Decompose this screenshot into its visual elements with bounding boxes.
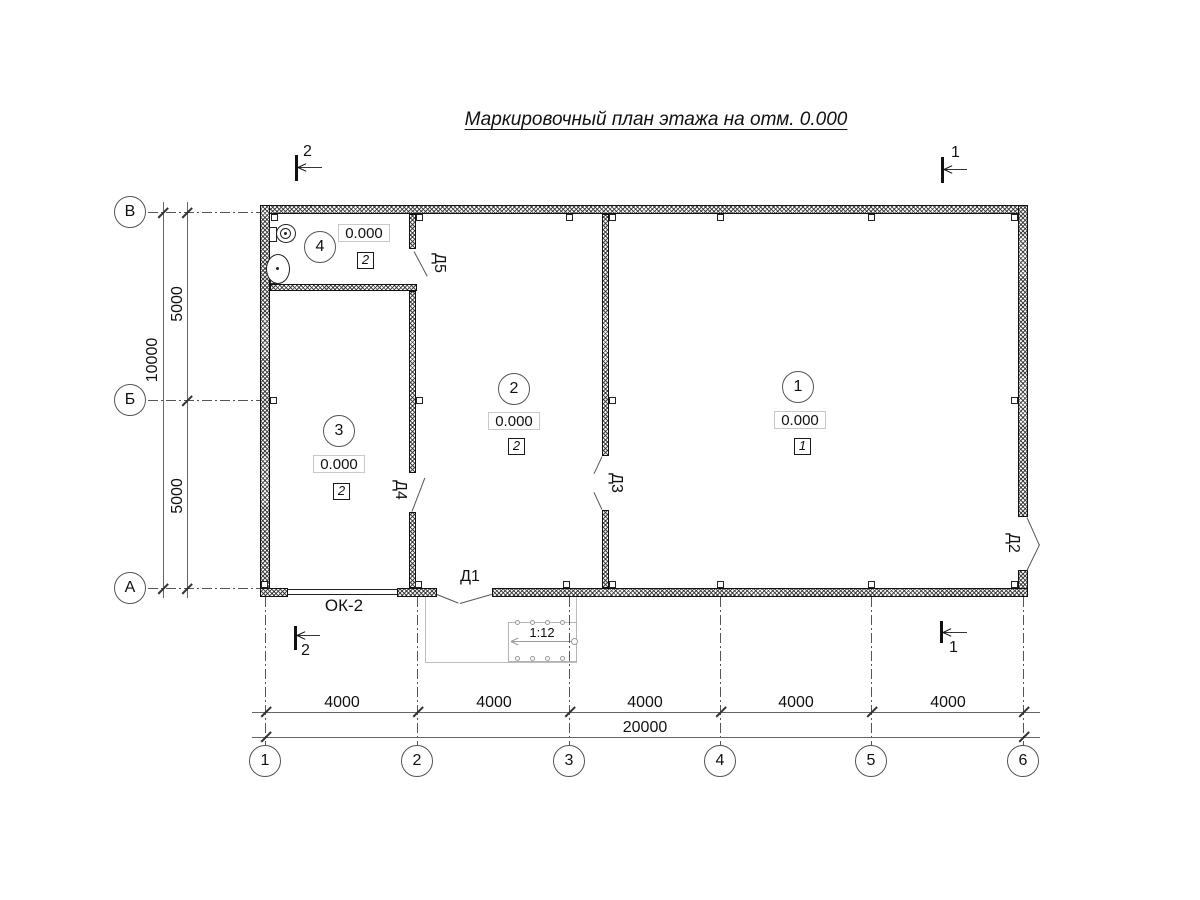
axis-line-a — [148, 588, 262, 589]
pilaster-notch — [416, 397, 423, 404]
axis-bubble-v: В — [114, 196, 146, 228]
partition-1-low — [409, 512, 416, 588]
room-number-1: 1 — [782, 371, 814, 403]
pilaster-notch — [609, 397, 616, 404]
window-ok2 — [288, 589, 397, 595]
ramp-post — [515, 656, 520, 661]
window-label-ok2: ОК-2 — [324, 596, 364, 615]
room-elevation-3: 0.000 — [313, 455, 365, 473]
ramp-post — [545, 656, 550, 661]
wall-bottom-pier-mid — [397, 588, 437, 597]
door-label-d2: Д2 — [1005, 533, 1022, 553]
door-label-d3: Д3 — [608, 473, 625, 493]
axis-line-2 — [417, 597, 418, 746]
axis-line-1 — [265, 597, 266, 746]
pilaster-notch — [609, 581, 616, 588]
pilaster-notch — [868, 214, 875, 221]
axis-line-3 — [569, 597, 570, 746]
axis-bubble-b: Б — [114, 384, 146, 416]
axis-bubble-1: 1 — [249, 745, 281, 777]
wall-bottom-pier-left — [260, 588, 288, 597]
ramp-post — [560, 620, 565, 625]
axis-line-5 — [871, 597, 872, 746]
drawing-title: Маркировочный план этажа на отм. 0.000 — [464, 109, 848, 130]
door-label-d5: Д5 — [431, 253, 448, 273]
axis-bubble-a: А — [114, 572, 146, 604]
axis-bubble-4: 4 — [704, 745, 736, 777]
pilaster-notch — [415, 581, 422, 588]
axis-line-4 — [720, 597, 721, 746]
wall-right-upper — [1018, 205, 1028, 517]
dim-label-4000: 4000 — [778, 694, 814, 711]
room-floor-type-2: 2 — [508, 438, 525, 455]
axis-line-6 — [1023, 597, 1024, 746]
section-mark-2-bottom — [294, 626, 297, 650]
wall-bottom-right — [492, 588, 1028, 597]
door-leaf-d3-top — [593, 456, 602, 474]
room-floor-type-1: 1 — [794, 438, 811, 455]
pilaster-notch — [1011, 581, 1018, 588]
section-label-1-bottom: 1 — [949, 639, 958, 656]
section-label-2-top: 2 — [303, 143, 312, 160]
room-elevation-4: 0.000 — [338, 224, 390, 242]
wall-top — [260, 205, 1028, 214]
axis-bubble-6: 6 — [1007, 745, 1039, 777]
pilaster-notch — [868, 581, 875, 588]
pilaster-notch — [1011, 214, 1018, 221]
axis-bubble-2: 2 — [401, 745, 433, 777]
dim-label-4000: 4000 — [930, 694, 966, 711]
axis-bubble-5: 5 — [855, 745, 887, 777]
door-label-d4: Д4 — [392, 480, 409, 500]
axis-line-v — [148, 212, 272, 213]
toilet-symbol — [284, 232, 287, 235]
partition-1-stub-top — [409, 214, 416, 249]
dim-label-5000: 5000 — [169, 286, 186, 322]
room-number-2: 2 — [498, 373, 530, 405]
dim-line-bottom-total — [252, 737, 1040, 738]
ramp-post — [530, 656, 535, 661]
pilaster-notch — [261, 581, 268, 588]
dim-label-20000: 20000 — [622, 719, 668, 736]
partition-2-top — [602, 214, 609, 456]
room-number-4: 4 — [304, 231, 336, 263]
dim-label-4000: 4000 — [627, 694, 663, 711]
pilaster-notch — [566, 214, 573, 221]
room-floor-type-3: 2 — [333, 483, 350, 500]
pilaster-notch — [271, 214, 278, 221]
door-leaf-d2-bottom — [1027, 544, 1041, 571]
pilaster-notch — [717, 581, 724, 588]
door-leaf-d2-top — [1027, 517, 1040, 545]
pilaster-notch — [270, 397, 277, 404]
partition-room4-south — [270, 284, 417, 291]
axis-line-b — [148, 400, 262, 401]
ramp-direction-arrow — [511, 641, 573, 642]
ramp-post — [560, 656, 565, 661]
ramp-arrow-origin — [571, 638, 578, 645]
dim-label-5000: 5000 — [169, 478, 186, 514]
dim-line-bottom-intervals — [252, 712, 1040, 713]
ramp-post — [515, 620, 520, 625]
pilaster-notch — [563, 581, 570, 588]
door-leaf-d5 — [414, 251, 428, 276]
door-label-d1: Д1 — [460, 568, 480, 585]
pilaster-notch — [1011, 397, 1018, 404]
pilaster-notch — [609, 214, 616, 221]
axis-bubble-3: 3 — [553, 745, 585, 777]
section-label-2-bottom: 2 — [301, 642, 310, 659]
pilaster-notch — [717, 214, 724, 221]
room-elevation-1: 0.000 — [774, 411, 826, 429]
room-number-3: 3 — [323, 415, 355, 447]
room-elevation-2: 0.000 — [488, 412, 540, 430]
door-leaf-d4 — [411, 478, 425, 512]
room-floor-type-4: 2 — [357, 252, 374, 269]
ramp-slope-label: 1:12 — [522, 626, 562, 640]
door-leaf-d3-bottom — [593, 492, 602, 510]
dim-label-10000: 10000 — [144, 337, 161, 383]
dim-label-4000: 4000 — [324, 694, 360, 711]
pilaster-notch — [416, 214, 423, 221]
section-label-1-top: 1 — [951, 144, 960, 161]
sink-symbol — [276, 267, 279, 270]
dim-line-left-total — [163, 202, 164, 598]
partition-2-low — [602, 510, 609, 588]
dim-label-4000: 4000 — [476, 694, 512, 711]
partition-1-mid — [409, 291, 416, 473]
